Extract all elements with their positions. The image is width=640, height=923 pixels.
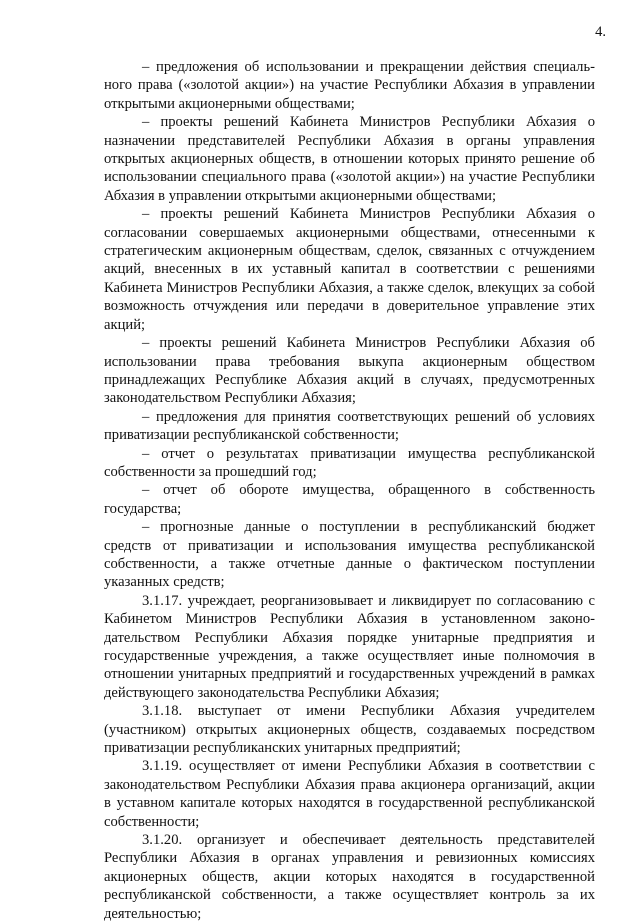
page-number: 4. bbox=[595, 24, 606, 40]
clause-3-1-18: 3.1.18. выступает от имени Республики Абхазия учредителем (участником) открытых акционерных обществ, создаваемых посредством приватизации республиканских унитарных предприятий; bbox=[104, 703, 595, 757]
clause-3-1-19: 3.1.19. осуществляет от имени Республики Абхазия в соответствии с законодательством Республики Абхазия права акционера организаций, акции в уставном капитале которых находятся в государственной республиканской собственности; bbox=[104, 758, 595, 830]
paragraph-budget-forecast: – прогнозные данные о поступлении в республиканский бюджет средств от приватизации и использования имущества республиканской собственности, а также отчетные данные о фактическом поступлении указанных средств; bbox=[104, 519, 595, 591]
clause-3-1-20: 3.1.20. организует и обеспечивает деятельность представителей Республики Абхазия в органах управления и ревизионных комиссиях акционерных обществ, акции которых находятся в государственной республиканской собственности, а также осуществляет контроль за их деятельностью; bbox=[104, 832, 595, 922]
paragraph-share-buyback-right: – проекты решений Кабинета Министров Республики Абхазия об использовании права требования выкупа акционерным обществом принадлежащих Республике Абхазия акций в случаях, предусмотренных законодательством Республики Абхазия; bbox=[104, 335, 595, 407]
document-body bbox=[104, 58, 595, 923]
paragraph-privatization-report: – отчет о результатах приватизации имущества республиканской собственности за прошедший год; bbox=[104, 445, 595, 480]
clause-3-1-17: 3.1.17. учреждает, реорганизовывает и ликвидирует по согласованию с Кабинетом Министров Республики Абхазия в установленном законодательством Республики Абхазия порядке унитарные предприятия и государственные учреждения, а также осуществляет иные полномочия в отношении унитарных предприятий и государственных учреждений в рамках действующего законодательства Республики Абхазия; bbox=[104, 592, 595, 701]
paragraph-golden-share-proposals: – предложения об использовании и прекращении действия специального права («золотой акции») на участие Республики Абхазия в управлении открытыми акционерными обществами; bbox=[104, 59, 595, 112]
paragraph-privatization-conditions: – предложения для принятия соответствующих решений об условиях приватизации республиканской собственности; bbox=[104, 408, 595, 444]
paragraph-representatives-appointment: – проекты решений Кабинета Министров Республики Абхазия о назначении представителей Республики Абхазия в органы управления открытых акционерных обществ, в отношении которых принято решение об использовании специального права («золотой акции») на участие Республики Абхазия в управлении открытыми акционерными обществами; bbox=[104, 114, 595, 204]
paragraph-property-turnover-report: – отчет об обороте имущества, обращенного в собственность государства; bbox=[104, 482, 595, 517]
paragraph-strategic-share-transactions: – проекты решений Кабинета Министров Республики Абхазия о согласовании совершаемых акционерными обществами, отнесенными к стратегическим акционерным обществам, сделок, связанных с отчуждением акций, внесенных в их уставный капитал в соответствии с решениями Кабинета Министров Республики Абхазия, а также сделок, влекущих за собой возможность отчуждения или передачи в доверительное управление этих акций; bbox=[104, 206, 595, 333]
